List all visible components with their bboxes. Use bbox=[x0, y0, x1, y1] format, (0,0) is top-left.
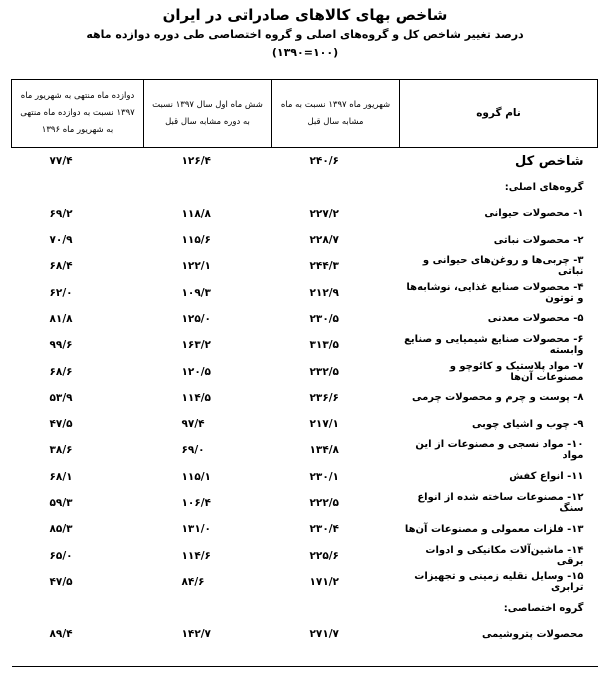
table-row bbox=[12, 253, 598, 279]
row-value-v1: ۲۳۲/۵ bbox=[309, 365, 339, 378]
table-row bbox=[12, 490, 598, 516]
row-value-v1: ۲۴۰/۶ bbox=[309, 155, 339, 168]
row-value-v2: ۱۲۲/۱ bbox=[181, 260, 211, 273]
row-label: شاخص کل bbox=[515, 153, 584, 169]
table-row bbox=[12, 621, 598, 647]
row-label: ۱۳- فلزات معمولی و مصنوعات آن‌ها bbox=[404, 523, 584, 535]
row-value-v2: ۶۹/۰ bbox=[181, 444, 205, 457]
table-row bbox=[12, 174, 598, 200]
row-value-v2: ۱۲۰/۵ bbox=[181, 365, 211, 378]
row-value-v1: ۲۴۴/۳ bbox=[309, 260, 339, 273]
row-value-v3: ۶۸/۴ bbox=[49, 260, 73, 273]
row-value-v3 bbox=[12, 174, 144, 200]
table-row bbox=[12, 332, 598, 358]
table-row bbox=[12, 279, 598, 305]
row-value-v1 bbox=[272, 174, 400, 200]
row-value-v3 bbox=[12, 595, 144, 621]
row-label: ۳- چربی‌ها و روغن‌های حیوانی و نباتی bbox=[422, 255, 584, 278]
row-value-v1: ۲۱۷/۱ bbox=[309, 418, 339, 431]
row-label: محصولات پتروشیمی bbox=[481, 628, 584, 640]
header-month-change: شهریور ماه ۱۳۹۷ نسبت به ماه مشابه سال قبل bbox=[272, 80, 400, 148]
row-value-v1: ۲۲۸/۷ bbox=[309, 234, 339, 247]
row-value-v3: ۶۲/۰ bbox=[49, 286, 73, 299]
row-value-v2: ۱۳۱/۰ bbox=[181, 523, 211, 536]
row-value-v3: ۵۳/۹ bbox=[49, 391, 73, 404]
row-value-v3: ۸۱/۸ bbox=[49, 312, 73, 325]
table-row bbox=[12, 201, 598, 227]
header-group-name: نام گروه bbox=[400, 80, 598, 148]
row-label: ۱۱- انواع کفش bbox=[509, 471, 584, 483]
table-row bbox=[12, 306, 598, 332]
row-label: ۱۵- وسایل نقلیه زمینی و تجهیزات ترابری bbox=[414, 570, 584, 593]
table-header-row bbox=[12, 80, 598, 148]
index-base: (۱۰۰=۱۳۹۰) bbox=[271, 46, 339, 59]
row-label: ۱- محصولات حیوانی bbox=[484, 208, 584, 220]
row-value-v2 bbox=[144, 174, 272, 200]
row-value-v1: ۱۷۱/۲ bbox=[309, 575, 339, 588]
table-row bbox=[12, 516, 598, 542]
row-value-v3: ۶۸/۱ bbox=[49, 470, 73, 483]
row-value-v3: ۷۰/۹ bbox=[49, 234, 73, 247]
header-six-month-change: شش ماه اول سال ۱۳۹۷ نسبت به دوره مشابه سال قبل bbox=[144, 80, 272, 148]
row-value-v2: ۱۱۵/۶ bbox=[181, 234, 211, 247]
row-value-v1: ۱۳۴/۸ bbox=[309, 444, 339, 457]
row-label: ۷- مواد پلاستیک و کائوچو و مصنوعات آن‌ها bbox=[449, 360, 584, 383]
row-label: ۲- محصولات نباتی bbox=[493, 234, 584, 246]
row-value-v3: ۸۹/۴ bbox=[49, 628, 73, 641]
table-row bbox=[12, 542, 598, 568]
row-label: ۹- چوب و اشیای چوبی bbox=[471, 418, 584, 430]
row-value-v2: ۱۱۴/۶ bbox=[181, 549, 211, 562]
row-value-v2: ۱۰۶/۴ bbox=[181, 497, 211, 509]
table-row bbox=[12, 595, 598, 621]
document-subtitle: درصد تغییر شاخص کل و گروه‌های اصلی و گروه اختصاصی طی دوره دوازده ماهه bbox=[86, 28, 524, 41]
row-value-v1: ۲۳۰/۴ bbox=[309, 523, 339, 536]
table-row bbox=[12, 437, 598, 463]
row-label: گروه‌های اصلی: bbox=[504, 181, 584, 193]
row-value-v3: ۸۵/۳ bbox=[49, 523, 73, 536]
table-row bbox=[12, 385, 598, 411]
row-label: ۱۰- مواد نسجی و مصنوعات از این مواد bbox=[415, 439, 584, 462]
row-value-v1: ۲۳۰/۱ bbox=[309, 470, 339, 483]
row-value-v2 bbox=[144, 595, 272, 621]
row-value-v3: ۴۷/۵ bbox=[49, 418, 73, 431]
row-label: ۴- محصولات صنایع غذایی، نوشابه‌ها و توتون bbox=[406, 281, 584, 304]
row-value-v2: ۱۶۳/۲ bbox=[181, 339, 211, 352]
row-value-v3: ۵۹/۳ bbox=[49, 497, 73, 509]
header-twelve-month-change: دوازده ماه منتهی به شهریور ماه ۱۳۹۷ نسبت به دوازده ماه منتهی به شهریور ماه ۱۳۹۶ bbox=[12, 80, 144, 148]
row-label: ۶- محصولات صنایع شیمیایی و صنایع وابسته bbox=[404, 334, 584, 357]
row-value-v1: ۲۱۲/۹ bbox=[309, 286, 339, 299]
row-value-v1: ۲۲۵/۶ bbox=[309, 549, 339, 562]
table-row bbox=[12, 358, 598, 384]
row-value-v1: ۲۳۶/۶ bbox=[309, 391, 339, 404]
row-value-v3: ۷۷/۴ bbox=[49, 155, 73, 168]
row-value-v3: ۴۷/۵ bbox=[49, 575, 73, 588]
row-value-v2: ۹۷/۴ bbox=[181, 418, 205, 431]
row-value-v2: ۱۰۹/۳ bbox=[181, 286, 211, 299]
table-row bbox=[12, 569, 598, 595]
row-value-v2: ۱۱۵/۱ bbox=[181, 470, 211, 483]
row-label: ۱۴- ماشین‌آلات مکانیکی و ادوات برقی bbox=[425, 544, 584, 567]
row-value-v2: ۱۲۶/۴ bbox=[181, 155, 211, 168]
row-label: ۵- محصولات معدنی bbox=[487, 313, 584, 325]
row-value-v3: ۹۹/۶ bbox=[49, 339, 73, 352]
document-title: شاخص بهای کالاهای صادراتی در ایران bbox=[162, 6, 448, 24]
row-value-v1: ۲۲۲/۵ bbox=[309, 497, 339, 509]
index-table bbox=[12, 79, 598, 669]
row-value-v2: ۱۴۲/۷ bbox=[181, 628, 211, 641]
row-value-v3: ۳۸/۶ bbox=[49, 444, 73, 457]
row-value-v1 bbox=[272, 595, 400, 621]
row-label: ۸- پوست و چرم و محصولات چرمی bbox=[411, 392, 584, 404]
row-value-v3: ۶۸/۶ bbox=[49, 365, 73, 378]
row-label: ۱۲- مصنوعات ساخته شده از انواع سنگ bbox=[417, 492, 584, 514]
row-value-v3: ۶۹/۲ bbox=[49, 207, 73, 220]
row-value-v1: ۲۷۱/۷ bbox=[309, 628, 339, 641]
row-value-v1: ۲۳۰/۵ bbox=[309, 312, 339, 325]
row-value-v2: ۱۲۵/۰ bbox=[181, 312, 211, 325]
table-bottom-border bbox=[12, 666, 598, 667]
row-value-v3: ۶۵/۰ bbox=[49, 549, 73, 562]
row-label: گروه اختصاصی: bbox=[503, 602, 584, 614]
row-value-v1: ۲۲۷/۲ bbox=[309, 207, 339, 220]
row-value-v1: ۳۱۳/۵ bbox=[309, 339, 339, 352]
row-value-v2: ۱۱۴/۵ bbox=[181, 391, 211, 404]
table-row bbox=[12, 148, 598, 175]
table-row bbox=[12, 227, 598, 253]
row-value-v2: ۸۴/۶ bbox=[181, 575, 205, 588]
table-row bbox=[12, 464, 598, 490]
table-row bbox=[12, 411, 598, 437]
row-value-v2: ۱۱۸/۸ bbox=[181, 207, 211, 220]
